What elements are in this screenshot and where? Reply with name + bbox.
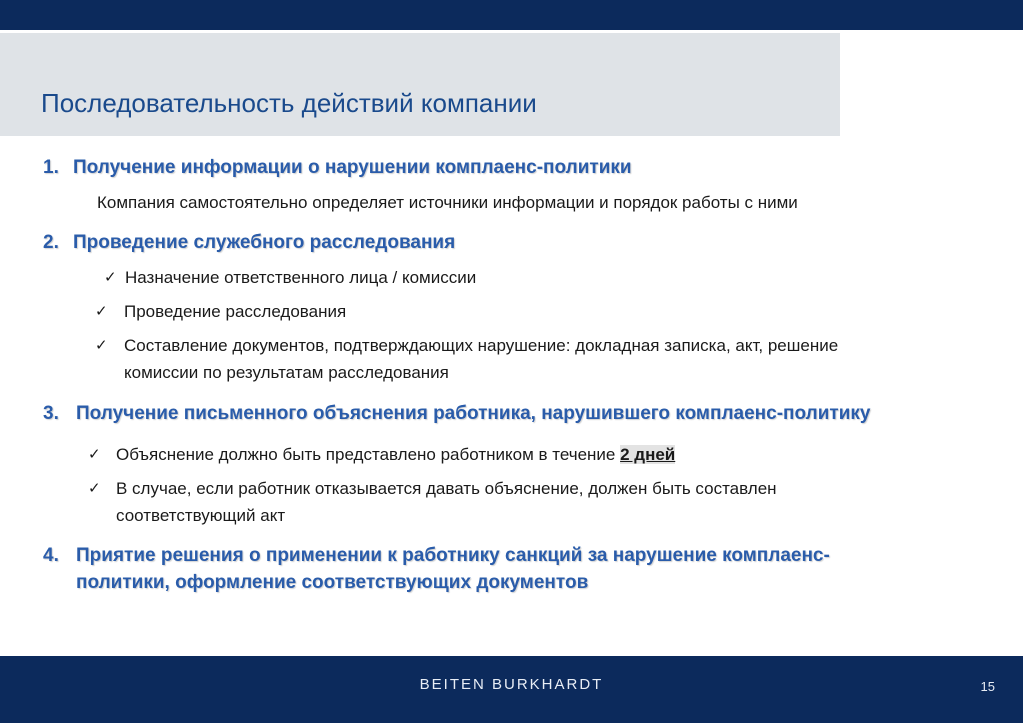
brand-logo-text: BEITEN BURKHARDT (419, 676, 604, 693)
slide-title: Последовательность действий компании (41, 88, 537, 118)
step-3-bullet-1 (116, 442, 675, 468)
title-band (0, 33, 840, 136)
check-icon: ✓ (95, 337, 108, 354)
step-1-text: Компания самостоятельно определяет источники информации и порядок работы с ними (97, 193, 798, 212)
check-icon: ✓ (88, 446, 101, 463)
step-3-title: Получение письменного объяснения работника, нарушившего комплаенс-политику (76, 403, 871, 424)
step-4-heading (43, 545, 830, 567)
step-2-bullet-1: Назначение ответственного лица / комиссии (125, 268, 477, 287)
step-2-bullet-2: Проведение расследования (124, 302, 347, 321)
step-3-bullet-2-cont: соответствующий акт (116, 506, 286, 525)
step-2-heading (43, 232, 455, 254)
step-4-title-line-1: Приятие решения о применении к работнику санкций за нарушение комплаенс- (76, 545, 830, 566)
check-icon: ✓ (88, 480, 101, 497)
page-number: 15 (980, 679, 995, 694)
top-bar (0, 0, 1023, 30)
step-3-bullet-1-text: Объяснение должно быть представлено работником в течение (116, 445, 621, 464)
step-2-title: Проведение служебного расследования (73, 232, 456, 253)
check-icon: ✓ (95, 303, 108, 320)
step-4-number: 4. (43, 545, 59, 566)
step-3-number: 3. (43, 403, 59, 424)
step-2-bullet-3: Составление документов, подтверждающих нарушение: докладная записка, акт, решение (124, 336, 839, 355)
step-1-number: 1. (43, 157, 59, 178)
step-1-heading (43, 157, 632, 179)
step-3-bullet-2: В случае, если работник отказывается давать объяснение, должен быть составлен (116, 479, 777, 498)
deadline-emphasis: 2 дней (620, 445, 676, 464)
check-icon: ✓ (104, 269, 117, 286)
step-2-bullet-3-cont: комиссии по результатам расследования (124, 363, 449, 382)
step-1-title: Получение информации о нарушении комплаенс-политики (73, 157, 632, 178)
step-2-number: 2. (43, 232, 59, 253)
step-4-title-line-2: политики, оформление соответствующих документов (76, 572, 589, 593)
step-3-heading (43, 403, 870, 425)
